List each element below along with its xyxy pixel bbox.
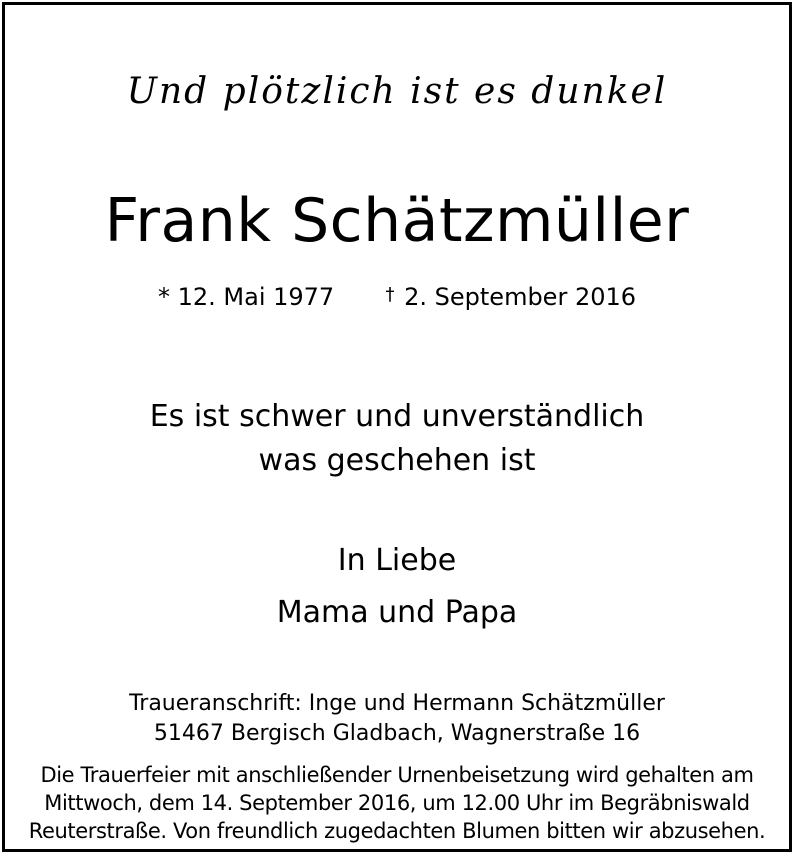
birth-date: * 12. Mai 1977 xyxy=(157,283,335,311)
ceremony-line: Reuterstraße. Von freundlich zugedachten Blumen bitten wir abzusehen. xyxy=(28,819,766,843)
motto-handwritten: Und plötzlich ist es dunkel xyxy=(126,71,668,112)
memorial-saying xyxy=(5,395,789,483)
dagger-icon: † xyxy=(385,284,395,305)
address-line: Traueranschrift: Inge und Hermann Schätzmüller xyxy=(129,691,665,716)
mourning-address xyxy=(5,689,789,749)
death-date: 2. September 2016 xyxy=(404,283,637,311)
farewell-text: In Liebe xyxy=(337,543,457,578)
address-line: 51467 Bergisch Gladbach, Wagnerstraße 16 xyxy=(153,721,641,746)
obituary-notice xyxy=(2,2,792,852)
deceased-name: Frank Schätzmüller xyxy=(104,186,690,256)
ceremony-info xyxy=(5,761,789,845)
ceremony-line: Mittwoch, dem 14. September 2016, um 12.00 Uhr im Begräbniswald xyxy=(44,791,750,815)
saying-line: was geschehen ist xyxy=(258,443,536,478)
ceremony-line: Die Trauerfeier mit anschließender Urnenbeisetzung wird gehalten am xyxy=(40,763,754,787)
life-dates xyxy=(5,279,789,313)
signatories: Mama und Papa xyxy=(276,595,518,630)
saying-line: Es ist schwer und unverständlich xyxy=(149,399,645,434)
